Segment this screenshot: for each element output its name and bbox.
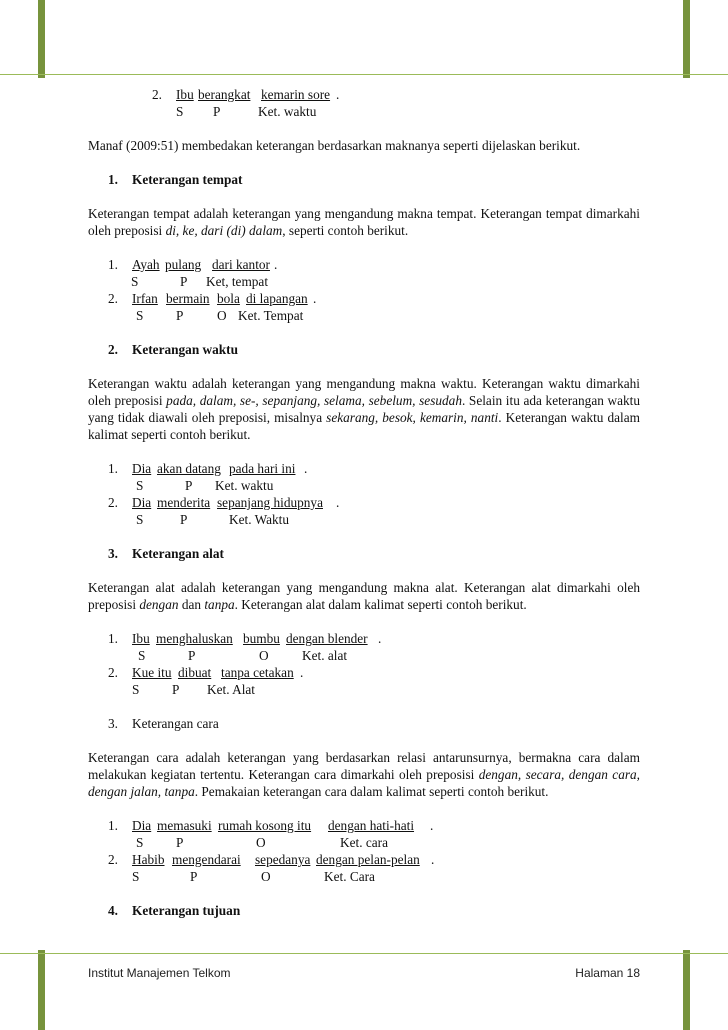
predicate-word: berangkat bbox=[198, 87, 251, 102]
top-left-bar bbox=[38, 0, 45, 78]
example-tags: S P Ket. Waktu bbox=[136, 512, 289, 527]
example-sentence: 2. Habib mengendarai sepedanya dengan pelan-pelan . bbox=[108, 852, 435, 867]
example-sentence: 2. Kue itu dibuat tanpa cetakan . bbox=[108, 665, 304, 680]
example-sentence: 2. Irfan bermain bola di lapangan . bbox=[108, 291, 317, 306]
section-heading-tempat: 1. Keterangan tempat bbox=[108, 172, 243, 187]
example-sentence: 1. Dia akan datang pada hari ini . bbox=[108, 461, 308, 476]
example-tags: S P Ket. Alat bbox=[132, 682, 256, 697]
top-right-bar bbox=[683, 0, 690, 78]
example-sentence: 1. Ayah pulang dari kantor . bbox=[108, 257, 278, 272]
bottom-left-bar bbox=[38, 950, 45, 1030]
paragraph-alat: Keterangan alat adalah keterangan yang mengandung makna alat. Keterangan alat dimarkahi oleh preposisi dengan dan tanpa. Keterangan alat dalam kalimat seperti contoh berikut. bbox=[88, 580, 640, 612]
tag-p: P bbox=[213, 104, 221, 119]
example-tags: S P O Ket. alat bbox=[138, 648, 348, 663]
example-tags: S P Ket. waktu bbox=[136, 478, 274, 493]
section-heading-alat: 3. Keterangan alat bbox=[108, 546, 224, 561]
adverb-word: kemarin sore bbox=[261, 87, 331, 102]
example-sentence: 2. Dia menderita sepanjang hidupnya . bbox=[108, 495, 340, 510]
example-tags: S P Ket, tempat bbox=[131, 274, 269, 289]
tag-ket: Ket. waktu bbox=[258, 104, 317, 119]
example-tags bbox=[88, 103, 640, 120]
section-heading-tujuan: 4. Keterangan tujuan bbox=[108, 903, 241, 918]
top-rule bbox=[0, 74, 728, 75]
section-heading-cara: 3. Keterangan cara bbox=[108, 716, 219, 731]
subject-word: Ibu bbox=[176, 87, 194, 102]
section-heading-waktu: 2. Keterangan waktu bbox=[108, 342, 239, 357]
page-content bbox=[88, 86, 640, 919]
example-sentence: 1. Dia memasuki rumah kosong itu dengan hati-hati . bbox=[108, 818, 434, 833]
footer-page-number: Halaman 18 bbox=[575, 966, 640, 980]
intro-paragraph: Manaf (2009:51) membedakan keterangan berdasarkan maknanya seperti dijelaskan berikut. bbox=[88, 138, 581, 153]
example-sentence: 2. Ibu berangkat kemarin sore . bbox=[152, 87, 340, 102]
tag-s: S bbox=[176, 104, 184, 119]
footer-institution: Institut Manajemen Telkom bbox=[88, 966, 231, 980]
example-sentence: 1. Ibu menghaluskan bumbu dengan blender . bbox=[108, 631, 382, 646]
paragraph-waktu: Keterangan waktu adalah keterangan yang mengandung makna waktu. Keterangan waktu dimarkahi oleh preposisi pada, dalam, se-, sepanjang, selama, sebelum, sesudah. Selain itu ada keterangan waktu yang tidak diawali oleh preposisi, misalnya sekarang, besok, kemarin, nanti. Keterangan waktu dalam kalimat seperti contoh berikut. bbox=[88, 376, 640, 442]
paragraph-tempat: Keterangan tempat adalah keterangan yang mengandung makna tempat. Keterangan tempat dimarkahi oleh preposisi di, ke, dari (di) dalam, seperti contoh berikut. bbox=[88, 206, 640, 238]
bottom-rule bbox=[0, 953, 728, 954]
example-tags: S P O Ket. cara bbox=[136, 835, 388, 850]
example-number: 2. bbox=[152, 87, 162, 102]
example-tags: S P O Ket. Cara bbox=[132, 869, 375, 884]
paragraph-cara: Keterangan cara adalah keterangan yang berdasarkan relasi antarunsurnya, bermakna cara dalam melakukan kegiatan tertentu. Keterangan cara dimarkahi oleh preposisi dengan, secara, dengan cara, dengan jalan, tanpa. Pemakaian keterangan cara dalam kalimat seperti contoh berikut. bbox=[88, 750, 640, 799]
bottom-right-bar bbox=[683, 950, 690, 1030]
example-tags: S P O Ket. Tempat bbox=[136, 308, 304, 323]
